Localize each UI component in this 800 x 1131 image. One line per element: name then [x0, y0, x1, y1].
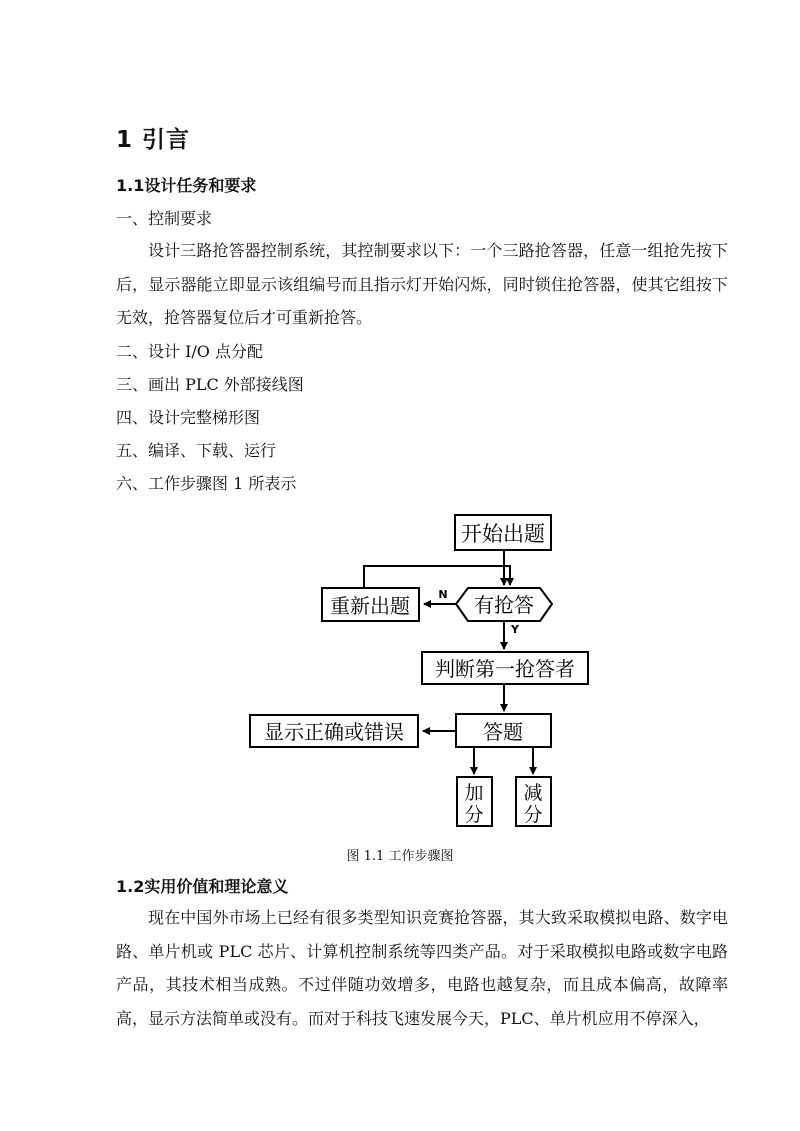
list-item-io-assignment: 二、设计 I/O 点分配 — [116, 342, 264, 361]
subtract-label-line2: 分 — [523, 804, 543, 826]
section-heading-1-2: 1.2实用价值和理论意义 — [116, 877, 289, 896]
yes-branch-label: Y — [511, 623, 519, 636]
answer-label: 答题 — [483, 720, 523, 744]
arrow-restart-loop — [364, 566, 510, 588]
add-label-line1: 加 — [464, 782, 484, 804]
judge-label: 判断第一抢答者 — [435, 657, 575, 681]
figure-caption: 图 1.1 工作步骤图 — [346, 849, 454, 864]
list-item-ladder-diagram: 四、设计完整梯形图 — [116, 408, 261, 427]
show-label: 显示正确或错误 — [264, 720, 404, 744]
start-label: 开始出题 — [461, 522, 545, 546]
list-item-work-steps: 六、工作步骤图 1 所表示 — [116, 474, 297, 493]
list-item-wiring-diagram: 三、画出 PLC 外部接线图 — [116, 375, 304, 394]
list-item-compile-download: 五、编译、下载、运行 — [116, 441, 277, 460]
no-branch-label: N — [438, 588, 448, 601]
section-heading-1-1: 1.1设计任务和要求 — [116, 176, 257, 195]
restart-label: 重新出题 — [330, 594, 410, 618]
subtract-label-line1: 减 — [523, 782, 543, 804]
decision-label: 有抢答 — [474, 593, 534, 617]
chapter-heading: 1 引言 — [116, 127, 191, 153]
requirements-paragraph: 设计三路抢答器控制系统，其控制要求以下：一个三路抢答器，任意一组抢先按下后，显示器能立即显示该组编号而且指示灯开始闪烁，同时锁住抢答器，使其它组按下无效，抢答器复位后才可重新抢答。 — [116, 241, 728, 327]
value-paragraph: 现在中国外市场上已经有很多类型知识竞赛抢答器，其大致采取模拟电路、数字电路、单片机或 PLC 芯片、计算机控制系统等四类产品。对于采取模拟电路或数字电路产品，其技术相当成熟。不过伴随功效增多，电路也越复杂，而且成本偏高，故障率高，显示方法简单或没有。而对于科技飞速发展今天，PLC、单片机应用不停深入， — [116, 908, 728, 1028]
add-label-line2: 分 — [464, 804, 484, 826]
list-item-control-requirements: 一、控制要求 — [116, 209, 213, 228]
